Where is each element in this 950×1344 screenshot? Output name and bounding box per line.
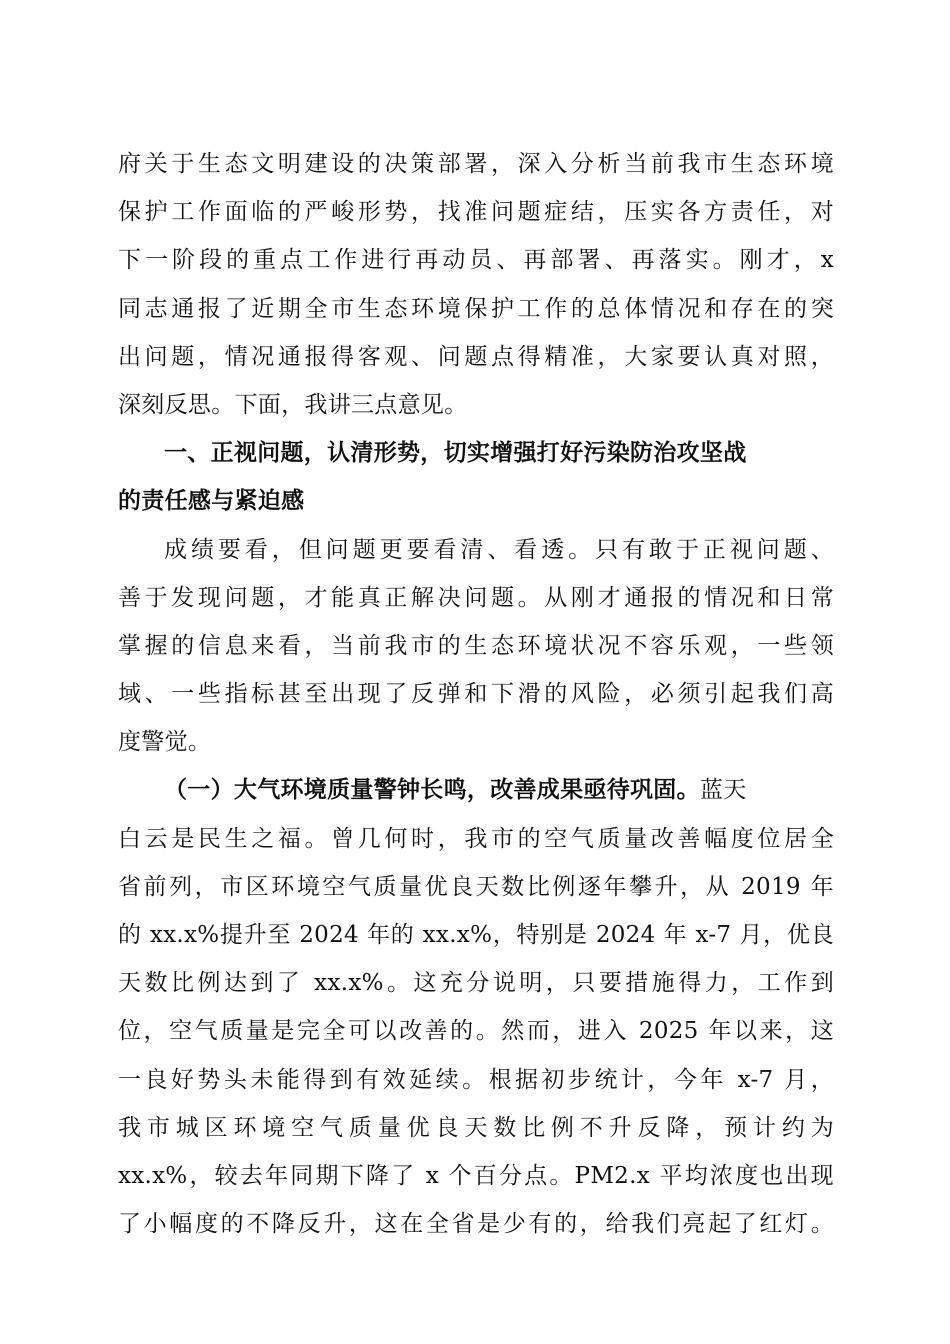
problems-line: 域、一些指标甚至出现了反弹和下滑的风险，必须引起我们高	[118, 681, 834, 708]
air-line: 的 xx.x%提升至 2024 年的 xx.x%，特别是 2024 年 x-7 月，优良	[118, 922, 834, 948]
document-body	[118, 140, 834, 1248]
intro-line: 同志通报了近期全市生态环境保护工作的总体情况和存在的突	[118, 295, 834, 322]
air-line: 天数比例达到了 xx.x%。这充分说明，只要措施得力，工作到	[118, 970, 834, 997]
section-one-heading-continued: 的责任感与紧迫感	[118, 488, 305, 515]
air-subheading: （一）大气环境质量警钟长鸣，改善成果亟待巩固。	[164, 776, 700, 804]
air-line: 我市城区环境空气质量优良天数比例不升反降，预计约为	[118, 1114, 834, 1141]
intro-line: 下一阶段的重点工作进行再动员、再部署、再落实。刚才，x	[118, 247, 834, 274]
air-first-line	[118, 766, 834, 814]
air-line: 了小幅度的不降反升，这在全省是少有的，给我们亮起了红灯。	[118, 1211, 834, 1238]
air-line: xx.x%，较去年同期下降了 x 个百分点。PM2.x 平均浓度也出现	[118, 1162, 834, 1189]
problems-line: 成绩要看，但问题更要看清、看透。只有敢于正视问题、	[164, 536, 834, 563]
intro-line: 深刻反思。下面，我讲三点意见。	[118, 391, 468, 418]
problems-line: 掌握的信息来看，当前我市的生态环境状况不容乐观，一些领	[118, 632, 834, 659]
problems-line: 善于发现问题，才能真正解决问题。从刚才通报的情况和日常	[118, 584, 834, 611]
problems-line: 度警觉。	[118, 729, 212, 756]
section-one-heading: 一、正视问题，认清形势，切实增强打好污染防治攻坚战	[164, 440, 747, 467]
air-line: 白云是民生之福。曾几何时，我市的空气质量改善幅度位居全	[118, 825, 834, 852]
intro-line: 府关于生态文明建设的决策部署，深入分析当前我市生态环境	[118, 151, 834, 177]
intro-line: 出问题，情况通报得客观、问题点得精准，大家要认真对照，	[118, 343, 834, 370]
air-line: 位，空气质量是完全可以改善的。然而，进入 2025 年以来，这	[118, 1018, 834, 1045]
air-first-line-rest: 蓝天	[699, 777, 747, 804]
air-line: 一良好势头未能得到有效延续。根据初步统计，今年 x-7 月，	[118, 1066, 834, 1093]
intro-line: 保护工作面临的严峻形势，找准问题症结，压实各方责任，对	[118, 199, 834, 226]
air-line: 省前列，市区环境空气质量优良天数比例逐年攀升，从 2019 年	[118, 873, 834, 900]
